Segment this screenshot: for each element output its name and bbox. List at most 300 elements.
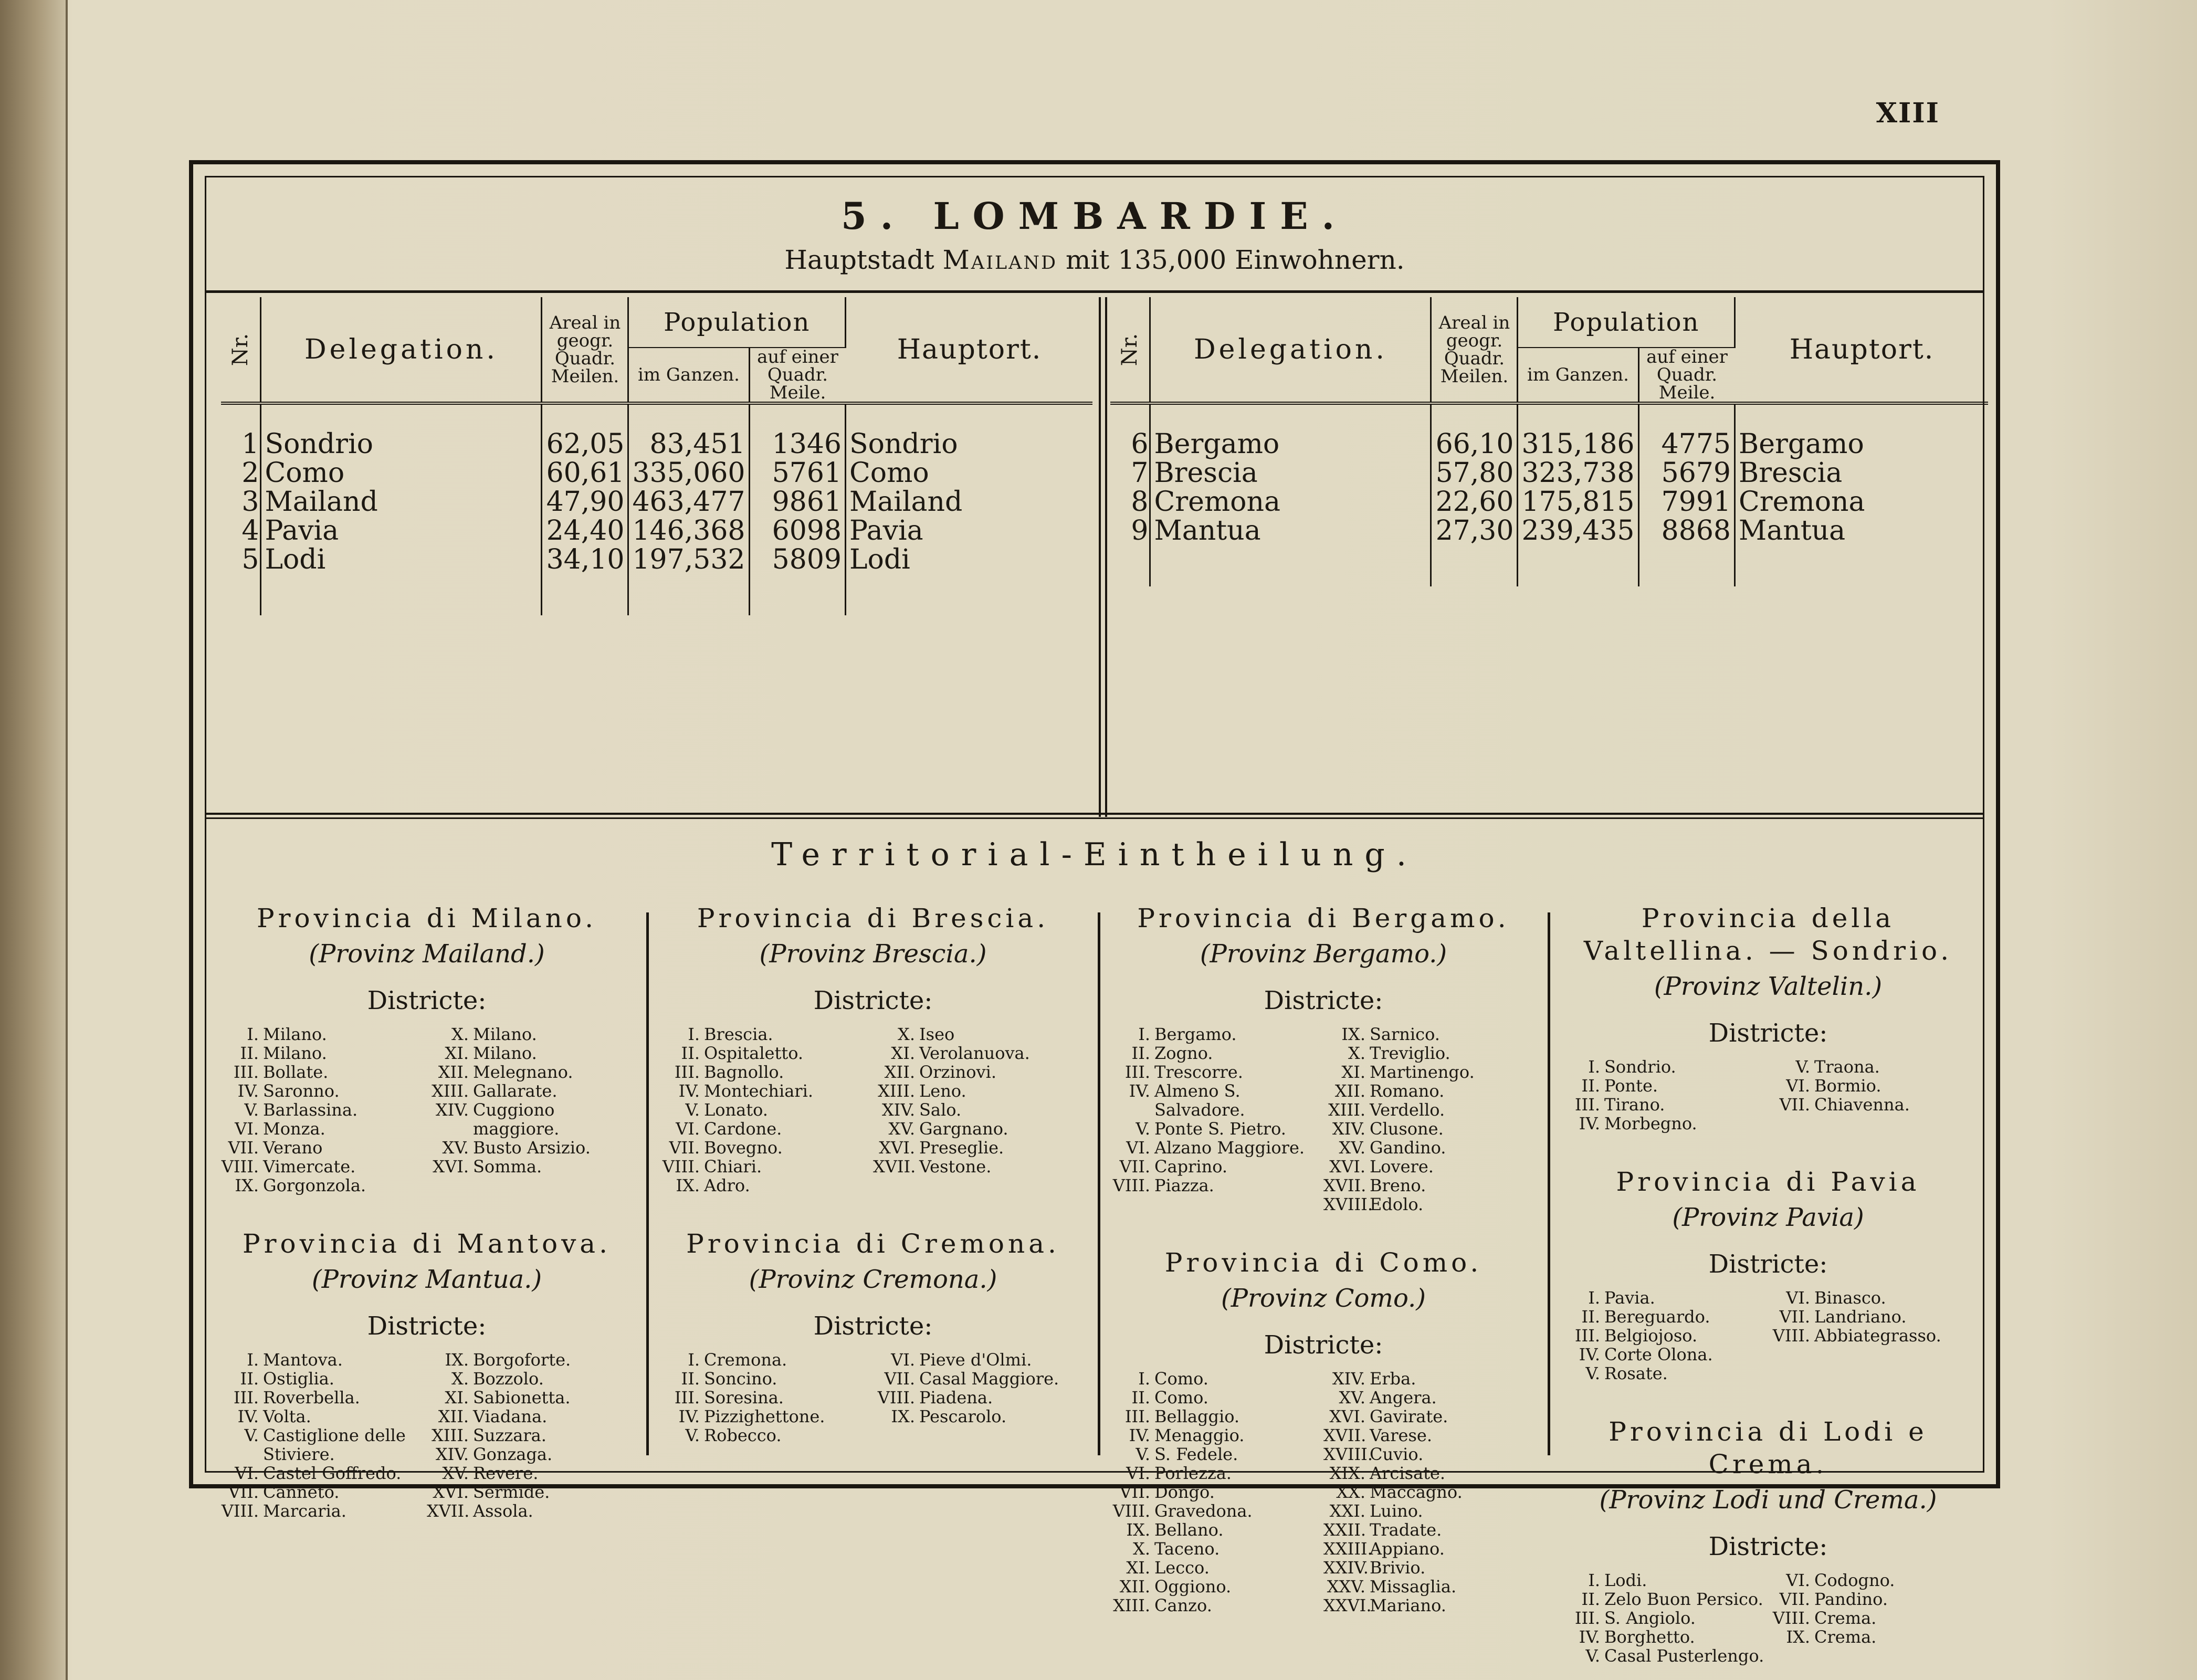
delegation-nr: 8 bbox=[1110, 488, 1150, 517]
district-name: Bellaggio. bbox=[1154, 1406, 1240, 1426]
delegation-row bbox=[221, 517, 1092, 545]
district-item bbox=[217, 1502, 427, 1520]
district-name: Brescia. bbox=[704, 1024, 773, 1044]
province-columns bbox=[206, 902, 1983, 1666]
district-item bbox=[1108, 1044, 1323, 1063]
district-number: III. bbox=[1574, 1608, 1600, 1628]
district-name: Lecco. bbox=[1154, 1558, 1210, 1578]
district-name: Lovere. bbox=[1370, 1157, 1434, 1177]
district-item bbox=[658, 1176, 873, 1195]
population-density: 9861 bbox=[749, 488, 846, 517]
delegation-name: Brescia bbox=[1150, 459, 1431, 488]
district-number: III. bbox=[1124, 1062, 1150, 1082]
district-name: Assola. bbox=[473, 1501, 533, 1521]
district-number: V. bbox=[244, 1425, 259, 1445]
district-number: IV. bbox=[1129, 1081, 1150, 1101]
district-item bbox=[1558, 1590, 1768, 1609]
district-number: VI. bbox=[1126, 1138, 1150, 1158]
district-number: XI. bbox=[445, 1388, 469, 1408]
district-item bbox=[1323, 1426, 1539, 1445]
district-name: Canzo. bbox=[1154, 1595, 1212, 1615]
district-number: XI. bbox=[1126, 1558, 1150, 1578]
district-number: XIV. bbox=[435, 1444, 469, 1464]
district-number: VIII. bbox=[1772, 1608, 1810, 1628]
district-name: Brivio. bbox=[1370, 1558, 1426, 1578]
district-item bbox=[1323, 1119, 1539, 1138]
capital-name: Mailand bbox=[942, 245, 1058, 275]
district-number: XVI. bbox=[433, 1157, 469, 1177]
delegation-row bbox=[1110, 459, 1988, 488]
delegation-hauptort: Mailand bbox=[849, 486, 963, 518]
district-name: Milano. bbox=[263, 1043, 327, 1063]
district-name: Barlassina. bbox=[263, 1100, 358, 1120]
district-name: Angera. bbox=[1370, 1388, 1437, 1408]
delegation-areal: 57,80 bbox=[1431, 459, 1518, 488]
delegation-header: Delegation. bbox=[1150, 297, 1431, 403]
district-name: Adro. bbox=[704, 1175, 750, 1195]
district-list-right bbox=[1323, 1369, 1539, 1615]
district-name: Gandino. bbox=[1370, 1138, 1446, 1158]
district-name: Soncino. bbox=[704, 1369, 777, 1389]
district-name: Robecco. bbox=[704, 1425, 782, 1445]
district-number: VI. bbox=[1786, 1076, 1810, 1096]
district-list-right bbox=[873, 1350, 1088, 1445]
district-item bbox=[1558, 1571, 1768, 1590]
district-item bbox=[1768, 1288, 1978, 1307]
district-number: II. bbox=[1581, 1589, 1600, 1609]
district-name: Oggiono. bbox=[1154, 1577, 1232, 1597]
delegation-hauptort: Como bbox=[849, 457, 929, 489]
district-number: XXII. bbox=[1323, 1520, 1366, 1540]
delegation-hauptort: Lodi bbox=[849, 544, 910, 575]
district-name: Trescorre. bbox=[1154, 1062, 1243, 1082]
district-list-right bbox=[1323, 1025, 1539, 1214]
district-name: Clusone. bbox=[1370, 1119, 1444, 1139]
district-item bbox=[427, 1407, 637, 1426]
delegation-row bbox=[1110, 488, 1988, 517]
district-name: Romano. bbox=[1370, 1081, 1445, 1101]
district-name: Revere. bbox=[473, 1463, 539, 1483]
district-item bbox=[1108, 1426, 1323, 1445]
district-number: IX. bbox=[1341, 1024, 1365, 1044]
district-name: Bovegno. bbox=[704, 1138, 783, 1158]
district-item bbox=[1108, 1138, 1323, 1157]
district-item bbox=[1323, 1157, 1539, 1176]
district-number: V. bbox=[1136, 1444, 1150, 1464]
province-title: Provincia di Brescia. bbox=[697, 903, 1049, 933]
province-subtitle: (Provinz Mantua.) bbox=[311, 1265, 542, 1294]
district-number: XXI. bbox=[1329, 1501, 1365, 1521]
district-name: Pescarolo. bbox=[919, 1406, 1007, 1426]
district-name: Casal Maggiore. bbox=[919, 1369, 1059, 1389]
district-name: Missaglia. bbox=[1370, 1577, 1457, 1597]
district-item bbox=[873, 1044, 1088, 1063]
district-number: VII. bbox=[1119, 1482, 1150, 1502]
district-number: XI. bbox=[891, 1043, 915, 1063]
district-item bbox=[1108, 1539, 1323, 1558]
district-name: Pizzighettone. bbox=[704, 1406, 825, 1426]
district-name: S. Angiolo. bbox=[1604, 1608, 1696, 1628]
district-number: IX. bbox=[235, 1175, 259, 1195]
province-title: Provincia di Mantova. bbox=[242, 1228, 612, 1259]
district-item bbox=[1108, 1025, 1323, 1044]
district-number: VI. bbox=[1786, 1570, 1810, 1590]
district-number: XXIII. bbox=[1323, 1539, 1373, 1559]
district-name: Menaggio. bbox=[1154, 1425, 1245, 1445]
district-name: Morbegno. bbox=[1604, 1114, 1697, 1133]
district-name: Ospitaletto. bbox=[704, 1043, 804, 1063]
district-number: XXV. bbox=[1327, 1577, 1365, 1597]
district-item bbox=[1108, 1445, 1323, 1464]
district-item bbox=[1108, 1119, 1323, 1138]
district-list-right bbox=[427, 1025, 637, 1195]
district-item bbox=[427, 1082, 637, 1100]
district-name: Salo. bbox=[919, 1100, 962, 1120]
capital-suffix: mit 135,000 Einwohnern. bbox=[1066, 245, 1405, 275]
province-milano bbox=[217, 902, 637, 1195]
district-name: Borghetto. bbox=[1604, 1627, 1695, 1647]
district-item bbox=[427, 1044, 637, 1063]
district-item bbox=[1768, 1057, 1978, 1076]
district-number: XII. bbox=[438, 1406, 469, 1426]
district-name: Castel Goffredo. bbox=[263, 1463, 402, 1483]
district-name: Zelo Buon Persico. bbox=[1604, 1589, 1763, 1609]
district-item bbox=[658, 1100, 873, 1119]
district-list-left bbox=[217, 1350, 427, 1520]
district-item bbox=[1558, 1095, 1768, 1114]
population-density: 5761 bbox=[749, 459, 846, 488]
district-number: VII. bbox=[228, 1138, 259, 1158]
district-name: Verdello. bbox=[1370, 1100, 1445, 1120]
areal-header: Areal in geogr. Quadr. Meilen. bbox=[542, 297, 628, 403]
district-item bbox=[1323, 1082, 1539, 1100]
district-name: Landriano. bbox=[1814, 1307, 1907, 1327]
district-number: VII. bbox=[1119, 1157, 1150, 1177]
district-name: Caprino. bbox=[1154, 1157, 1228, 1177]
population-total: 175,815 bbox=[1518, 488, 1638, 517]
delegation-areal: 22,60 bbox=[1431, 488, 1518, 517]
district-number: XVII. bbox=[427, 1501, 470, 1521]
population-total: 463,477 bbox=[628, 488, 749, 517]
delegation-name: Pavia bbox=[261, 517, 542, 545]
delegation-areal: 27,30 bbox=[1431, 517, 1518, 586]
district-number: IX. bbox=[676, 1175, 700, 1195]
district-number: V. bbox=[685, 1425, 700, 1445]
delegation-hauptort: Bergamo bbox=[1739, 428, 1864, 460]
province-mantova bbox=[217, 1227, 637, 1520]
district-name: Verolanuova. bbox=[919, 1043, 1030, 1063]
district-list-left bbox=[1558, 1288, 1768, 1383]
district-item bbox=[1108, 1407, 1323, 1426]
district-number: X. bbox=[1348, 1043, 1365, 1063]
district-number: I. bbox=[247, 1350, 259, 1370]
district-number: XIII. bbox=[878, 1081, 915, 1101]
district-item bbox=[217, 1119, 427, 1138]
district-number: I. bbox=[1138, 1024, 1150, 1044]
district-number: II. bbox=[681, 1043, 700, 1063]
main-title: 5. LOMBARDIE. bbox=[841, 194, 1348, 238]
province-subtitle: (Provinz Brescia.) bbox=[759, 939, 987, 969]
district-item bbox=[217, 1176, 427, 1195]
district-item bbox=[1323, 1195, 1539, 1214]
district-name: Gonzaga. bbox=[473, 1444, 553, 1464]
district-item bbox=[427, 1100, 637, 1138]
district-number: IV. bbox=[237, 1406, 259, 1426]
district-number: III. bbox=[1124, 1406, 1150, 1426]
district-item bbox=[658, 1388, 873, 1407]
district-name: Casal Pusterlengo. bbox=[1604, 1646, 1764, 1666]
population-header: Population bbox=[628, 297, 846, 348]
districte-label: Districte: bbox=[367, 986, 487, 1015]
district-item bbox=[1558, 1307, 1768, 1326]
district-item bbox=[1323, 1100, 1539, 1119]
district-name: Lonato. bbox=[704, 1100, 768, 1120]
district-list bbox=[658, 1350, 1088, 1445]
district-number: III. bbox=[233, 1062, 259, 1082]
district-item bbox=[427, 1369, 637, 1388]
district-number: V. bbox=[244, 1100, 259, 1120]
district-number: VI. bbox=[1126, 1463, 1150, 1483]
district-item bbox=[217, 1388, 427, 1407]
province-cremona bbox=[658, 1227, 1088, 1445]
delegation-name: Sondrio bbox=[261, 403, 542, 459]
district-number: I. bbox=[1588, 1570, 1600, 1590]
district-name: Porlezza. bbox=[1154, 1463, 1232, 1483]
district-list-left bbox=[658, 1025, 873, 1195]
district-name: Milano. bbox=[263, 1024, 327, 1044]
column-separator bbox=[1098, 912, 1100, 1455]
district-name: Somma. bbox=[473, 1157, 542, 1177]
im-ganzen-header: im Ganzen. bbox=[628, 348, 749, 403]
district-item bbox=[873, 1369, 1088, 1388]
district-name: Gargnano. bbox=[919, 1119, 1008, 1139]
delegation-areal: 62,05 bbox=[542, 403, 628, 459]
district-item bbox=[658, 1063, 873, 1082]
column-4 bbox=[1558, 902, 1978, 1666]
district-item bbox=[1768, 1326, 1978, 1345]
district-number: IV. bbox=[678, 1081, 700, 1101]
district-name: Almeno S. Salvadore. bbox=[1154, 1081, 1245, 1120]
district-number: XII. bbox=[1119, 1577, 1150, 1597]
district-name: Piadena. bbox=[919, 1388, 993, 1408]
column-2 bbox=[658, 902, 1088, 1461]
district-number: IX. bbox=[891, 1406, 915, 1426]
hauptort-header: Hauptort. bbox=[1789, 333, 1935, 365]
district-name: Como. bbox=[1154, 1388, 1208, 1408]
district-name: Bormio. bbox=[1814, 1076, 1881, 1096]
district-item bbox=[1558, 1646, 1768, 1665]
delegation-nr: 5 bbox=[221, 545, 261, 615]
delegation-hauptort: Pavia bbox=[849, 515, 923, 547]
population-density: 8868 bbox=[1638, 517, 1735, 586]
district-name: Corte Olona. bbox=[1604, 1345, 1713, 1364]
district-item bbox=[1108, 1502, 1323, 1520]
district-name: Sondrio. bbox=[1604, 1057, 1676, 1077]
delegation-hauptort: Sondrio bbox=[849, 428, 958, 460]
district-number: XV. bbox=[442, 1138, 469, 1158]
district-list-right bbox=[1768, 1057, 1978, 1133]
district-name: Canneto. bbox=[263, 1482, 340, 1502]
district-list bbox=[1558, 1288, 1978, 1383]
district-item bbox=[1108, 1063, 1323, 1082]
title-block bbox=[206, 177, 1983, 293]
population-density: 5679 bbox=[1638, 459, 1735, 488]
district-list-left bbox=[1108, 1369, 1323, 1615]
delegation-hauptort: Mantua bbox=[1739, 515, 1846, 547]
district-list-left bbox=[658, 1350, 873, 1445]
population-total: 197,532 bbox=[628, 545, 749, 615]
districte-label: Districte: bbox=[367, 1311, 487, 1341]
district-name: Como. bbox=[1154, 1369, 1208, 1389]
delegation-row bbox=[221, 488, 1092, 517]
province-subtitle: (Provinz Lodi und Crema.) bbox=[1599, 1485, 1937, 1515]
district-name: Sermide. bbox=[473, 1482, 550, 1502]
district-item bbox=[1323, 1445, 1539, 1464]
district-list bbox=[1108, 1025, 1539, 1214]
delegation-name: Cremona bbox=[1150, 488, 1431, 517]
district-list-right bbox=[427, 1350, 637, 1520]
district-name: Belgiojoso. bbox=[1604, 1326, 1698, 1346]
district-name: Milano. bbox=[473, 1024, 537, 1044]
district-name: Edolo. bbox=[1370, 1194, 1424, 1214]
population-total: 146,368 bbox=[628, 517, 749, 545]
district-item bbox=[1108, 1176, 1323, 1195]
districte-label: Districte: bbox=[1708, 1018, 1828, 1048]
district-number: III. bbox=[674, 1388, 700, 1408]
district-item bbox=[1108, 1483, 1323, 1502]
district-name: Bagnollo. bbox=[704, 1062, 784, 1082]
province-title: Provincia di Cremona. bbox=[686, 1228, 1060, 1259]
district-item bbox=[1323, 1502, 1539, 1520]
district-item bbox=[658, 1119, 873, 1138]
delegation-areal: 60,61 bbox=[542, 459, 628, 488]
district-name: Soresina. bbox=[704, 1388, 784, 1408]
delegation-areal: 47,90 bbox=[542, 488, 628, 517]
district-name: Bereguardo. bbox=[1604, 1307, 1710, 1327]
district-item bbox=[1558, 1364, 1768, 1383]
district-number: XVI. bbox=[433, 1482, 469, 1502]
district-item bbox=[658, 1044, 873, 1063]
district-item bbox=[658, 1157, 873, 1176]
district-number: II. bbox=[1131, 1388, 1150, 1408]
population-density: 5809 bbox=[749, 545, 846, 615]
delegation-row bbox=[221, 403, 1092, 459]
district-number: III. bbox=[233, 1388, 259, 1408]
province-como bbox=[1108, 1246, 1539, 1615]
auf-einer-header: auf einer Quadr. Meile. bbox=[1638, 348, 1735, 403]
district-number: III. bbox=[674, 1062, 700, 1082]
district-number: II. bbox=[1581, 1076, 1600, 1096]
district-name: Volta. bbox=[263, 1406, 311, 1426]
delegation-hauptort: Brescia bbox=[1739, 457, 1843, 489]
district-name: Ostiglia. bbox=[263, 1369, 334, 1389]
district-item bbox=[217, 1369, 427, 1388]
district-name: Bellano. bbox=[1154, 1520, 1224, 1540]
district-item bbox=[1323, 1558, 1539, 1577]
population-total: 239,435 bbox=[1518, 517, 1638, 586]
district-name: Arcisate. bbox=[1370, 1463, 1446, 1483]
district-item bbox=[658, 1426, 873, 1445]
district-item bbox=[1558, 1609, 1768, 1628]
district-number: VIII. bbox=[1772, 1326, 1810, 1346]
delegation-name: Lodi bbox=[261, 545, 542, 615]
district-name: Piazza. bbox=[1154, 1175, 1214, 1195]
district-item bbox=[427, 1063, 637, 1082]
district-number: IV. bbox=[237, 1081, 259, 1101]
province-title: Provincia di Lodi e Crema. bbox=[1609, 1416, 1928, 1479]
district-item bbox=[427, 1350, 637, 1369]
district-item bbox=[1323, 1596, 1539, 1615]
district-number: VII. bbox=[1779, 1307, 1810, 1327]
district-item bbox=[1558, 1076, 1768, 1095]
district-item bbox=[427, 1388, 637, 1407]
district-number: VI. bbox=[676, 1119, 700, 1139]
district-name: Appiano. bbox=[1370, 1539, 1445, 1559]
district-name: Alzano Maggiore. bbox=[1154, 1138, 1305, 1158]
district-name: Sarnico. bbox=[1370, 1024, 1440, 1044]
district-item bbox=[1323, 1539, 1539, 1558]
district-number: VII. bbox=[884, 1369, 915, 1389]
district-name: Verano bbox=[263, 1138, 323, 1158]
district-number: XIV. bbox=[1332, 1119, 1365, 1139]
delegation-nr: 6 bbox=[1110, 403, 1150, 459]
delegation-name: Bergamo bbox=[1150, 403, 1431, 459]
district-name: Tirano. bbox=[1604, 1095, 1665, 1115]
district-name: Montechiari. bbox=[704, 1081, 813, 1101]
district-name: Vestone. bbox=[919, 1157, 992, 1177]
district-name: Pavia. bbox=[1604, 1288, 1655, 1308]
column-separator bbox=[646, 912, 649, 1455]
district-number: XII. bbox=[1334, 1081, 1365, 1101]
population-total: 323,738 bbox=[1518, 459, 1638, 488]
district-list-right bbox=[873, 1025, 1088, 1195]
district-name: Cardone. bbox=[704, 1119, 782, 1139]
auf-einer-header: auf einer Quadr. Meile. bbox=[749, 348, 846, 403]
district-item bbox=[217, 1157, 427, 1176]
district-list-left bbox=[217, 1025, 427, 1195]
district-name: Taceno. bbox=[1154, 1539, 1220, 1559]
district-item bbox=[1108, 1464, 1323, 1483]
district-number: X. bbox=[898, 1024, 915, 1044]
district-number: X. bbox=[451, 1024, 469, 1044]
district-name: Martinengo. bbox=[1370, 1062, 1475, 1082]
district-name: Milano. bbox=[473, 1043, 537, 1063]
district-name: Vimercate. bbox=[263, 1157, 356, 1177]
district-item bbox=[658, 1350, 873, 1369]
district-name: Codogno. bbox=[1814, 1570, 1895, 1590]
district-name: Ponte. bbox=[1604, 1076, 1658, 1096]
district-name: Tradate. bbox=[1370, 1520, 1442, 1540]
district-list bbox=[1558, 1057, 1978, 1133]
province-pavia bbox=[1558, 1166, 1978, 1383]
district-item bbox=[217, 1464, 427, 1483]
district-name: Borgoforte. bbox=[473, 1350, 571, 1370]
district-item bbox=[217, 1483, 427, 1502]
district-number: XIII. bbox=[432, 1425, 469, 1445]
district-name: Mariano. bbox=[1370, 1595, 1446, 1615]
capital-line bbox=[206, 245, 1983, 275]
district-list-left bbox=[1108, 1025, 1323, 1214]
district-name: Pieve d'Olmi. bbox=[919, 1350, 1032, 1370]
district-number: XIX. bbox=[1329, 1463, 1365, 1483]
district-name: Cuggiono maggiore. bbox=[473, 1100, 560, 1139]
district-item bbox=[1108, 1157, 1323, 1176]
district-number: XXVI. bbox=[1323, 1595, 1372, 1615]
district-name: Abbiategrasso. bbox=[1814, 1326, 1941, 1346]
district-number: IV. bbox=[1579, 1114, 1600, 1133]
delegation-header: Delegation. bbox=[261, 297, 542, 403]
district-name: Melegnano. bbox=[473, 1062, 573, 1082]
